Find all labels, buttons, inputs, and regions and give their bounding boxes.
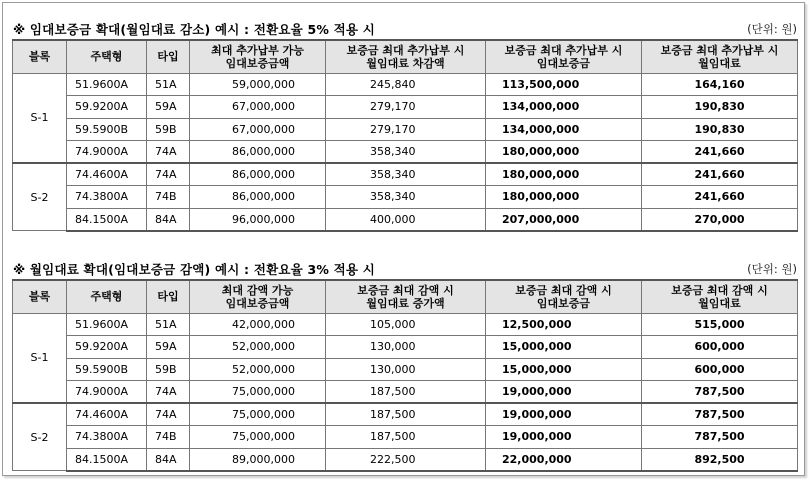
deposit-cell: 15,000,000 [486, 358, 642, 381]
type-cell: 74A [147, 141, 190, 164]
max-deposit-cell: 86,000,000 [190, 186, 326, 209]
type-cell: 84A [147, 448, 190, 471]
header-resulting-deposit: 보증금 최대 감액 시 임대보증금 [486, 280, 642, 313]
type-cell: 84A [147, 208, 190, 231]
section-title: ※ 임대보증금 확대(월임대료 감소) 예시 : 전환요율 5% 적용 시 [13, 22, 376, 37]
table-row [13, 96, 798, 119]
table-row [13, 163, 798, 186]
table-row [13, 141, 798, 164]
rent-cell: 892,500 [642, 448, 798, 471]
rent-change-cell: 130,000 [326, 358, 486, 381]
max-deposit-cell: 75,000,000 [190, 426, 326, 449]
header-resulting-rent: 보증금 최대 추가납부 시 월임대료 [642, 40, 798, 73]
deposit-cell: 22,000,000 [486, 448, 642, 471]
house-type-cell: 84.1500A [67, 448, 147, 471]
unit-label: (단위: 원) [747, 262, 797, 276]
rent-change-cell: 279,170 [326, 118, 486, 141]
rent-change-cell: 105,000 [326, 313, 486, 336]
table-row [13, 73, 798, 96]
rent-change-cell: 187,500 [326, 426, 486, 449]
deposit-cell: 113,500,000 [486, 73, 642, 96]
type-cell: 59A [147, 96, 190, 119]
table-row [13, 313, 798, 336]
max-deposit-cell: 96,000,000 [190, 208, 326, 231]
section-title: ※ 월임대료 확대(임대보증금 감액) 예시 : 전환요율 3% 적용 시 [13, 262, 376, 277]
rent-cell: 164,160 [642, 73, 798, 96]
rent-change-cell: 400,000 [326, 208, 486, 231]
rent-cell: 515,000 [642, 313, 798, 336]
header-rent-reduction: 보증금 최대 추가납부 시 월임대료 차감액 [326, 40, 486, 73]
table-header-row [13, 40, 798, 73]
deposit-cell: 19,000,000 [486, 426, 642, 449]
house-type-cell: 51.9600A [67, 313, 147, 336]
deposit-cell: 15,000,000 [486, 336, 642, 359]
max-deposit-cell: 52,000,000 [190, 358, 326, 381]
header-block: 블록 [13, 40, 67, 73]
unit-label: (단위: 원) [747, 22, 797, 36]
rent-change-cell: 245,840 [326, 73, 486, 96]
header-rent-increase: 보증금 최대 감액 시 월임대료 증가액 [326, 280, 486, 313]
house-type-cell: 84.1500A [67, 208, 147, 231]
deposit-cell: 180,000,000 [486, 141, 642, 164]
table-row [13, 403, 798, 426]
rent-change-cell: 358,340 [326, 163, 486, 186]
header-resulting-rent: 보증금 최대 감액 시 월임대료 [642, 280, 798, 313]
rent-change-cell: 358,340 [326, 186, 486, 209]
type-cell: 74A [147, 381, 190, 404]
header-resulting-deposit: 보증금 최대 추가납부 시 임대보증금 [486, 40, 642, 73]
type-cell: 59B [147, 118, 190, 141]
type-cell: 59B [147, 358, 190, 381]
max-deposit-cell: 89,000,000 [190, 448, 326, 471]
table-row [13, 336, 798, 359]
block-cell: S-1 [13, 73, 67, 163]
section-header [11, 15, 799, 39]
max-deposit-cell: 59,000,000 [190, 73, 326, 96]
header-house-type: 주택형 [67, 40, 147, 73]
table-row [13, 186, 798, 209]
rent-cell: 190,830 [642, 118, 798, 141]
deposit-cell: 207,000,000 [486, 208, 642, 231]
rent-change-cell: 187,500 [326, 403, 486, 426]
rent-cell: 241,660 [642, 141, 798, 164]
house-type-cell: 74.3800A [67, 186, 147, 209]
rent-increase-table [12, 279, 798, 472]
deposit-cell: 134,000,000 [486, 118, 642, 141]
max-deposit-cell: 42,000,000 [190, 313, 326, 336]
type-cell: 51A [147, 313, 190, 336]
rent-cell: 190,830 [642, 96, 798, 119]
header-max-additional-deposit: 최대 추가납부 가능 임대보증금액 [190, 40, 326, 73]
rent-cell: 600,000 [642, 336, 798, 359]
header-max-deposit-reduction: 최대 감액 가능 임대보증금액 [190, 280, 326, 313]
house-type-cell: 74.9000A [67, 141, 147, 164]
house-type-cell: 74.4600A [67, 163, 147, 186]
type-cell: 74A [147, 163, 190, 186]
header-block: 블록 [13, 280, 67, 313]
max-deposit-cell: 75,000,000 [190, 381, 326, 404]
header-type: 타입 [147, 280, 190, 313]
type-cell: 74B [147, 186, 190, 209]
rent-cell: 787,500 [642, 381, 798, 404]
section-deposit-increase [11, 15, 799, 232]
rent-cell: 241,660 [642, 163, 798, 186]
type-cell: 59A [147, 336, 190, 359]
section-rent-increase [11, 255, 799, 472]
deposit-cell: 12,500,000 [486, 313, 642, 336]
rent-cell: 241,660 [642, 186, 798, 209]
type-cell: 74B [147, 426, 190, 449]
rent-change-cell: 130,000 [326, 336, 486, 359]
house-type-cell: 74.3800A [67, 426, 147, 449]
house-type-cell: 74.4600A [67, 403, 147, 426]
deposit-increase-table [12, 39, 798, 232]
rent-cell: 270,000 [642, 208, 798, 231]
table-header-row [13, 280, 798, 313]
deposit-cell: 19,000,000 [486, 381, 642, 404]
header-type: 타입 [147, 40, 190, 73]
rent-change-cell: 358,340 [326, 141, 486, 164]
rent-change-cell: 222,500 [326, 448, 486, 471]
table-row [13, 426, 798, 449]
table-row [13, 358, 798, 381]
rent-change-cell: 279,170 [326, 96, 486, 119]
block-cell: S-2 [13, 403, 67, 471]
max-deposit-cell: 67,000,000 [190, 118, 326, 141]
deposit-cell: 180,000,000 [486, 186, 642, 209]
house-type-cell: 59.5900B [67, 118, 147, 141]
document-frame [2, 2, 805, 476]
table-row [13, 381, 798, 404]
block-cell: S-2 [13, 163, 67, 231]
deposit-cell: 19,000,000 [486, 403, 642, 426]
table-row [13, 208, 798, 231]
house-type-cell: 74.9000A [67, 381, 147, 404]
block-cell: S-1 [13, 313, 67, 403]
table-row [13, 118, 798, 141]
header-house-type: 주택형 [67, 280, 147, 313]
section-header [11, 255, 799, 279]
max-deposit-cell: 86,000,000 [190, 163, 326, 186]
rent-cell: 600,000 [642, 358, 798, 381]
max-deposit-cell: 75,000,000 [190, 403, 326, 426]
max-deposit-cell: 52,000,000 [190, 336, 326, 359]
rent-change-cell: 187,500 [326, 381, 486, 404]
deposit-cell: 180,000,000 [486, 163, 642, 186]
house-type-cell: 59.5900B [67, 358, 147, 381]
max-deposit-cell: 67,000,000 [190, 96, 326, 119]
max-deposit-cell: 86,000,000 [190, 141, 326, 164]
house-type-cell: 59.9200A [67, 336, 147, 359]
rent-cell: 787,500 [642, 403, 798, 426]
table-row [13, 448, 798, 471]
house-type-cell: 51.9600A [67, 73, 147, 96]
type-cell: 51A [147, 73, 190, 96]
type-cell: 74A [147, 403, 190, 426]
house-type-cell: 59.9200A [67, 96, 147, 119]
deposit-cell: 134,000,000 [486, 96, 642, 119]
rent-cell: 787,500 [642, 426, 798, 449]
